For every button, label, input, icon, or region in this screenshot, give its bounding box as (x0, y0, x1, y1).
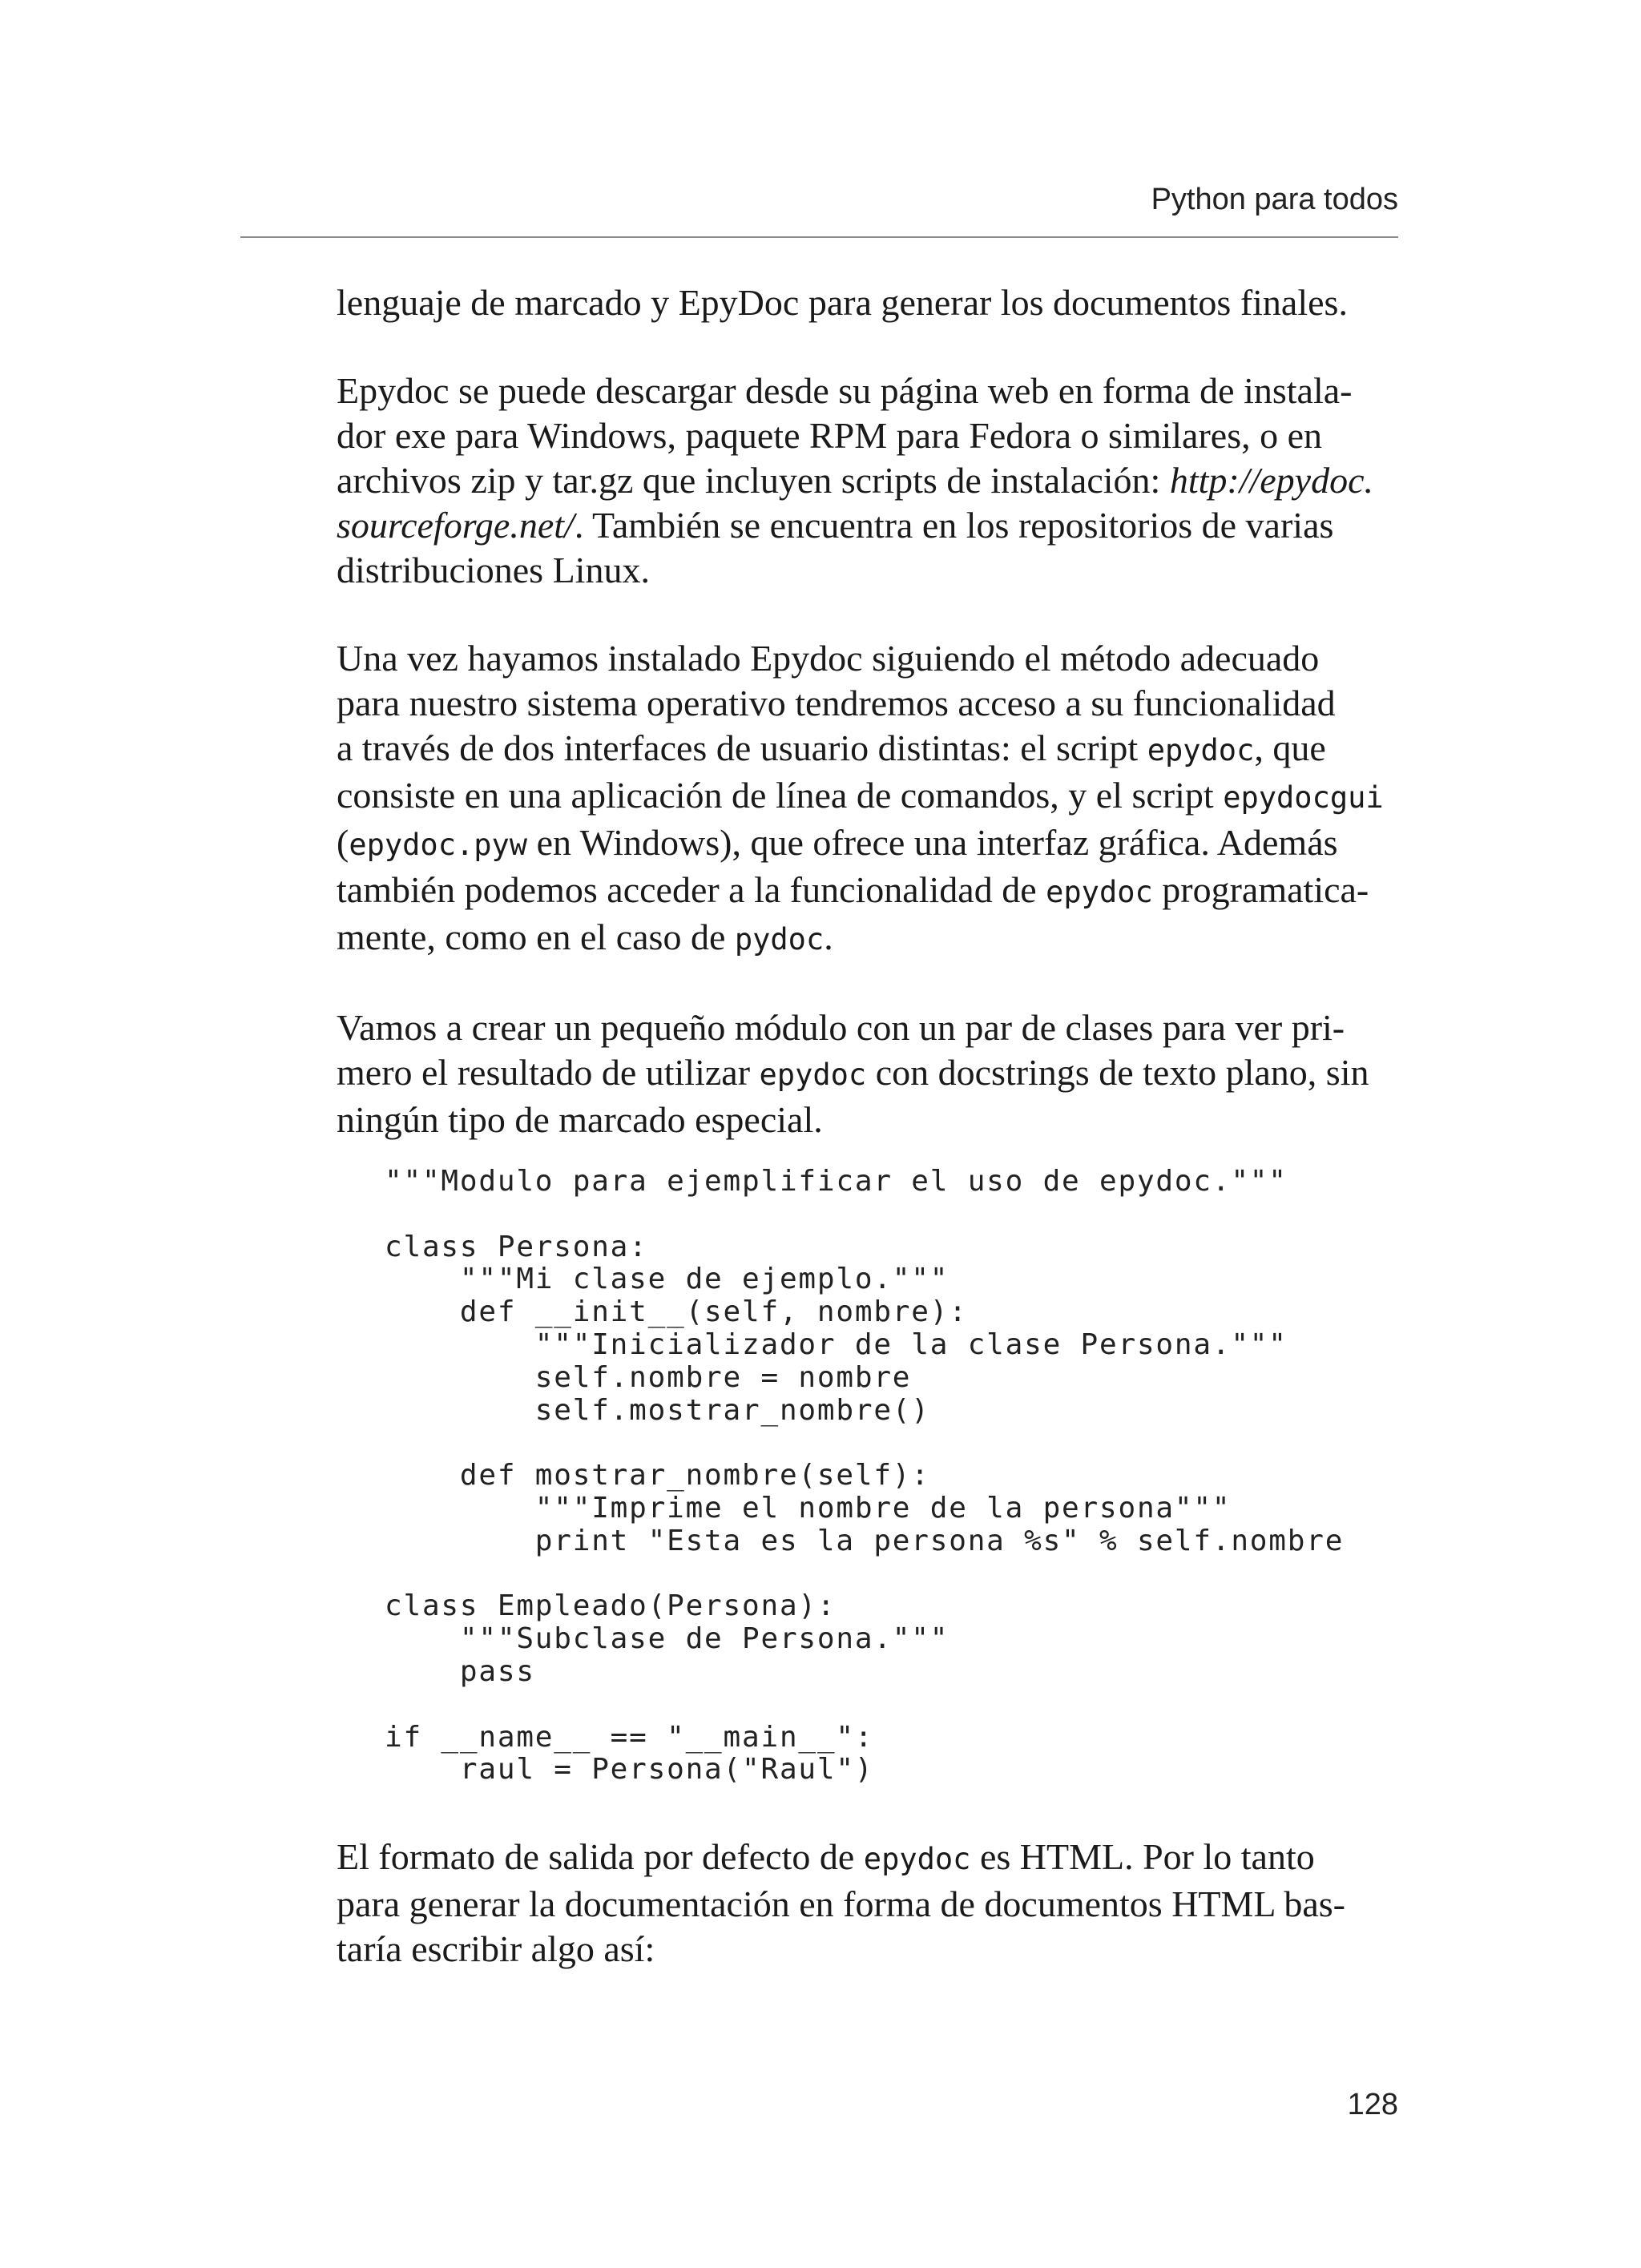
text-line (337, 503, 1378, 548)
code-line (385, 1427, 1344, 1460)
inline-code: pydoc (734, 922, 825, 957)
code-line: if __name__ == "__main__": (385, 1720, 874, 1754)
code-line: raul = Persona("Raul") (385, 1753, 874, 1787)
text-run: , que (1254, 727, 1326, 768)
text-line (337, 915, 1378, 962)
text-line: lenguaje de marcado y EpyDoc para generar los documentos finales. (337, 282, 1348, 323)
code-line (385, 1198, 1344, 1231)
text-line: para nuestro sistema operativo tendremos acceso a su funcionalidad (337, 683, 1336, 723)
code-line: self.mostrar_nombre() (385, 1393, 930, 1427)
inline-code: epydoc (759, 1057, 867, 1092)
text-line: distribuciones Linux. (337, 550, 650, 590)
text-run: El formato de salida por defecto de (337, 1836, 864, 1877)
code-line: """Inicializador de la clase Persona.""" (385, 1327, 1288, 1361)
header-rule (240, 236, 1398, 238)
text-line (337, 726, 1378, 773)
code-line: def __init__(self, nombre): (385, 1295, 968, 1329)
inline-code: epydoc (1046, 875, 1153, 909)
code-line: """Subclase de Persona.""" (385, 1622, 950, 1656)
page-number: 128 (1347, 2088, 1398, 2121)
inline-code: epydocgui (1223, 780, 1384, 815)
code-line: """Mi clase de ejemplo.""" (385, 1263, 950, 1296)
inline-code: epydoc (863, 1842, 971, 1876)
code-line (385, 1689, 1344, 1722)
text-line: taría escribir algo así: (337, 1928, 655, 1969)
text-line: para generar la documentación en forma de documentos HTML bas- (337, 1883, 1345, 1924)
code-line: class Empleado(Persona): (385, 1589, 837, 1623)
text-line (337, 820, 1378, 868)
body-text-after-code (337, 1835, 1378, 2015)
code-line: self.nombre = nombre (385, 1360, 912, 1394)
text-run: en Windows), que ofrece una interfaz gráfica. Además (527, 822, 1338, 863)
text-run: consiste en una aplicación de línea de comandos, y el script (337, 775, 1224, 816)
epydoc-url-link[interactable]: http://epydoc. (1169, 460, 1374, 501)
text-run: ( (337, 822, 349, 863)
text-run: también podemos acceder a la funcionalidad de (337, 869, 1046, 910)
text-line: dor exe para Windows, paquete RPM para Fedora o similares, o en (337, 415, 1323, 456)
text-run: es HTML. Por lo tanto (970, 1836, 1315, 1877)
inline-code: epydoc.pyw (349, 828, 528, 862)
code-line: pass (385, 1654, 535, 1688)
epydoc-url-link-continued[interactable]: sourceforge.net/ (337, 505, 575, 546)
code-line (385, 1558, 1344, 1591)
running-header-title: Python para todos (1151, 183, 1398, 216)
text-line (337, 868, 1378, 915)
code-line: """Imprime el nombre de la persona""" (385, 1491, 1232, 1525)
text-run: con docstrings de texto plano, sin (866, 1052, 1369, 1093)
text-line (337, 1050, 1378, 1098)
code-line: class Persona: (385, 1230, 648, 1263)
text-line: ningún tipo de marcado especial. (337, 1099, 823, 1140)
text-line (337, 458, 1378, 503)
text-run: a través de dos interfaces de usuario distintas: el script (337, 727, 1147, 768)
inline-code: epydoc (1147, 733, 1255, 767)
text-line (337, 1835, 1378, 1882)
text-run: mero el resultado de utilizar (337, 1052, 760, 1093)
body-text (337, 280, 1384, 1186)
text-run: . También se encuentra en los repositorios de varias (574, 505, 1334, 546)
text-line: Vamos a crear un pequeño módulo con un par de clases para ver pri- (337, 1007, 1345, 1048)
paragraph-3 (337, 636, 1384, 962)
code-line: """Modulo para ejemplificar el uso de epydoc.""" (385, 1165, 1288, 1198)
text-run: programatica- (1152, 869, 1369, 910)
text-run: mente, como en el caso de (337, 916, 735, 957)
code-line: def mostrar_nombre(self): (385, 1459, 930, 1493)
paragraph-4 (337, 1005, 1378, 1142)
text-run: . (824, 916, 833, 957)
paragraph-1 (337, 280, 1378, 325)
text-run: archivos zip y tar.gz que incluyen scripts de instalación: (337, 460, 1170, 501)
paragraph-5 (337, 1835, 1378, 1972)
paragraph-2 (337, 369, 1378, 593)
text-line (337, 773, 1384, 820)
code-listing (385, 1166, 1344, 1787)
code-line: print "Esta es la persona %s" % self.nombre (385, 1524, 1345, 1557)
text-line: Una vez hayamos instalado Epydoc siguiendo el método adecuado (337, 638, 1320, 679)
text-line: Epydoc se puede descargar desde su página web en forma de instala- (337, 370, 1353, 411)
